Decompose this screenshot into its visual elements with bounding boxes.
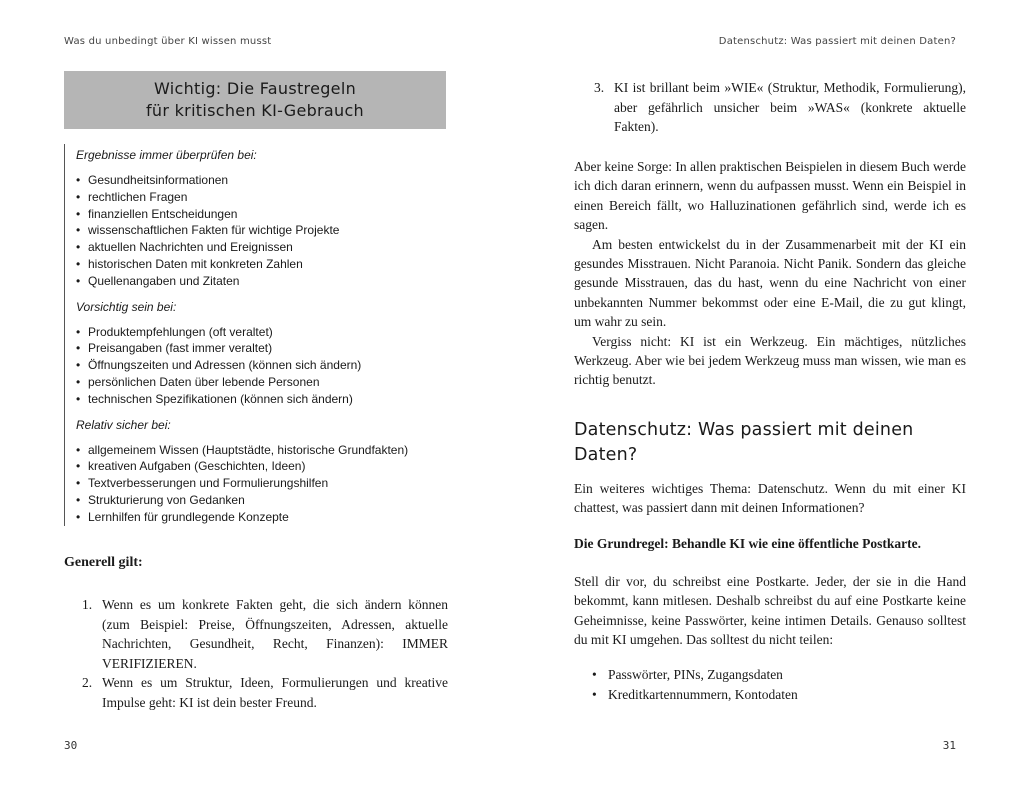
- right-page: [510, 0, 1020, 793]
- list-item: • allgemeinem Wissen (Hauptstädte, historische Grundfakten): [76, 442, 476, 459]
- section-heading: Ergebnisse immer überprüfen bei:: [76, 148, 257, 162]
- box-title-line-2: für kritischen KI-Gebrauch: [145, 101, 365, 120]
- paragraph: Vergiss nicht: KI ist ein Werkzeug. Ein mächtiges, nützliches Werkzeug. Aber wie bei jedem Werkzeug muss man wissen, wie man es richtig benutzt.: [574, 333, 966, 388]
- list-item: • Produktempfehlungen (oft veraltet): [76, 324, 476, 341]
- list-item: • kreativen Aufgaben (Geschichten, Ideen): [76, 458, 476, 475]
- running-head: Datenschutz: Was passiert mit deinen Daten?: [718, 36, 956, 47]
- item-number: 2.: [82, 675, 93, 690]
- ordered-item: [82, 595, 448, 673]
- generell-heading: Generell gilt:: [64, 555, 143, 570]
- running-head: Was du unbedingt über KI wissen musst: [64, 36, 272, 47]
- list-item: • wissenschaftlichen Fakten für wichtige Projekte: [76, 222, 476, 239]
- body-text: [574, 157, 966, 390]
- item-number: 3.: [594, 80, 605, 95]
- section-heading: Vorsichtig sein bei:: [76, 299, 177, 314]
- relatively-safe-list: [76, 442, 476, 526]
- list-item: • aktuellen Nachrichten und Ereignissen: [76, 239, 476, 256]
- body-text: [574, 572, 966, 650]
- page-number: 31: [942, 739, 956, 752]
- list-item: • Preisangaben (fast immer veraltet): [76, 340, 476, 357]
- bold-rule: Die Grundregel: Behandle KI wie eine öffentliche Postkarte.: [574, 536, 921, 551]
- list-item: • Quellenangaben und Zitaten: [76, 273, 476, 290]
- list-item: • Textverbesserungen und Formulierungshilfen: [76, 475, 476, 492]
- paragraph: Ein weiteres wichtiges Thema: Datenschutz. Wenn du mit einer KI chattest, was passiert dann mit deinen Informationen?: [574, 481, 966, 516]
- paragraph: Am besten entwickelst du in der Zusammenarbeit mit der KI ein gesundes Misstrauen. Nicht Paranoia. Nicht Panik. Sondern das gleiche gesunde Misstrauen, das du hast, wenn du eine Nachricht von einer unbekannten Nummer bekommst oder eine E-Mail, die zu gut klingt, um wahr zu sein.: [574, 236, 966, 330]
- rules-list-block: [64, 144, 476, 526]
- item-text: Wenn es um konkrete Fakten geht, die sich ändern können (zum Beispiel: Preise, Öffnungszeiten, Adressen, aktuelle Nachrichten, Gesundheit, Recht, Finanzen): IMMER VERIFIZIEREN.: [102, 597, 448, 671]
- section-heading: Relativ sicher bei:: [76, 417, 171, 432]
- list-item: • Passwörter, PINs, Zugangsdaten: [592, 665, 798, 685]
- ordered-item: [82, 673, 448, 712]
- paragraph: Stell dir vor, du schreibst eine Postkarte. Jeder, der sie in die Hand bekommt, kann mitlesen. Deshalb schreibst du auf eine Postkarte keine Geheimnisse, keine Passwörter, keine intimen Details. Genauso solltest du mit KI umgehen. Das solltest du nicht teilen:: [574, 574, 966, 648]
- section-heading: Datenschutz: Was passiert mit deinen Daten?: [574, 420, 914, 465]
- list-item: • finanziellen Entscheidungen: [76, 206, 476, 223]
- page-number: 30: [64, 739, 78, 752]
- check-always-list: [76, 172, 476, 290]
- item-text: Wenn es um Struktur, Ideen, Formulierungen und kreative Impulse geht: KI ist dein bester Freund.: [102, 675, 448, 710]
- list-item: • Strukturierung von Gedanken: [76, 492, 476, 509]
- box-title: [64, 71, 446, 129]
- ordered-list: [82, 595, 448, 712]
- be-careful-list: [76, 324, 476, 408]
- list-item: • rechtlichen Fragen: [76, 189, 476, 206]
- item-number: 1.: [82, 597, 93, 612]
- list-item: • Öffnungszeiten und Adressen (können sich ändern): [76, 357, 476, 374]
- list-item: • Lernhilfen für grundlegende Konzepte: [76, 509, 476, 526]
- list-item: • historischen Daten mit konkreten Zahlen: [76, 256, 476, 273]
- paragraph: Aber keine Sorge: In allen praktischen Beispielen in diesem Buch werde ich dich daran erinnern, wenn du aufpassen musst. Wenn ein Beispiel in einen Bereich fällt, wo Halluzinationen gefährlich sind, werde ich es sagen.: [574, 159, 966, 233]
- ordered-item: [594, 78, 966, 137]
- body-text: [574, 479, 966, 518]
- list-item: • persönlichen Daten über lebende Personen: [76, 374, 476, 391]
- bullet-list: [592, 665, 798, 705]
- list-item: • Gesundheitsinformationen: [76, 172, 476, 189]
- list-item: • technischen Spezifikationen (können sich ändern): [76, 391, 476, 408]
- item-text: KI ist brillant beim »WIE« (Struktur, Methodik, Formulierung), aber gefährlich unsicher beim »WAS« (konkrete aktuelle Fakten).: [614, 80, 966, 134]
- list-item: • Kreditkartennummern, Kontodaten: [592, 685, 798, 705]
- box-title-line-1: Wichtig: Die Faustregeln: [153, 79, 357, 98]
